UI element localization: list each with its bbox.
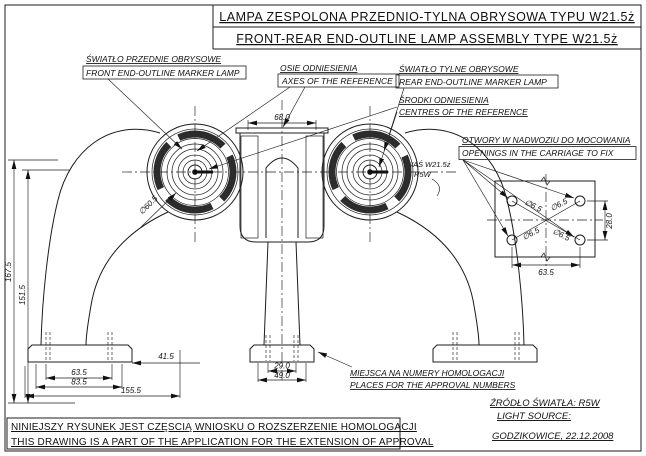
- title-block: [213, 5, 641, 49]
- centre-foot-width-label: 49.0: [274, 371, 290, 380]
- lamp-diameter-label: ∅60.5: [137, 194, 160, 217]
- left-lamp-centre-point: [192, 169, 198, 175]
- right-arm-inner: [397, 212, 479, 345]
- approval-label-pl: MIEJSCA NA NUMERY HOMOLOGACJI: [350, 368, 505, 378]
- centre-post-right: [296, 242, 300, 345]
- right-foot: [433, 345, 537, 362]
- footer-note-pl: NINIEJSZY RYSUNEK JEST CZĘSCIĄ WNIOSKU O ROZSZERZENIE HOMOLOGACJI: [11, 422, 417, 433]
- approval-label-en: PLACES FOR THE APPROVAL NUMBERS: [350, 380, 516, 390]
- title-polish: LAMPA ZESPOLONA PRZEDNIO-TYLNA OBRYSOWA TYPU W21.5ż: [219, 10, 635, 24]
- mounting-detail: [487, 174, 614, 277]
- hole-dia-label-3: ∅6.5: [520, 225, 541, 242]
- centre-post-left: [264, 242, 268, 345]
- right-lamp: [322, 124, 418, 220]
- hole-dia-label-2: ∅6.5: [548, 196, 569, 213]
- openings-label-en: OPENINGS IN THE CARRIAGE TO FIX: [462, 148, 614, 158]
- bulb-code-label: R5W: [414, 170, 431, 179]
- openings-leader-4: [463, 160, 574, 237]
- foot-offset-label: 41.5: [158, 352, 174, 361]
- axes-label-en: AXES OF THE REFERENCE: [282, 76, 393, 86]
- base-span-label: 155.5: [120, 386, 142, 395]
- hole-dia-label-1: ∅6.5: [523, 197, 544, 214]
- footer-note-en: THIS DRAWING IS A PART OF THE APPLICATION FOR THE EXTENSION OF APPROVAL: [11, 437, 434, 448]
- openings-leader-1: [463, 160, 508, 198]
- bulb-leader: [432, 179, 440, 196]
- overall-height-label: 167.5: [4, 261, 13, 283]
- hole-span-h-label: 63.5: [538, 268, 554, 277]
- front-lamp-label-pl: ŚWIATŁO PRZEDNIE OBRYSOWE: [86, 54, 222, 64]
- foot-width-label: 83.5: [71, 377, 87, 387]
- place-date: GODZIKOWICE, 22.12.2008: [492, 431, 614, 442]
- hole-dia-label-4: ∅6.5: [551, 226, 572, 243]
- rear-lamp-label-en: REAR END-OUTLINE MARKER LAMP: [399, 77, 547, 87]
- centres-label-pl: ŚRODKI ODNIESIENIA: [399, 95, 489, 105]
- label-approval: [318, 352, 516, 390]
- title-english: FRONT-REAR END-OUTLINE LAMP ASSEMBLY TYPE W21.5ż: [236, 32, 618, 46]
- axes-label-pl: OSIE ODNIESIENIA: [280, 63, 358, 73]
- light-source-en: LIGHT SOURCE:: [497, 411, 571, 422]
- centres-leader-left: [209, 107, 397, 169]
- openings-leader-2: [463, 160, 574, 198]
- openings-leader-3: [463, 160, 508, 236]
- front-lamp-label-en: FRONT END-OUTLINE MARKER LAMP: [86, 68, 240, 78]
- centres-label-en: CENTRES OF THE REFERENCE: [399, 107, 528, 117]
- left-arm-outer: [41, 129, 160, 345]
- right-lamp-centre-point: [367, 169, 373, 175]
- approval-leader: [318, 352, 352, 367]
- light-source-pl: ŹRÓDŁO ŚWIATŁA: R5W: [490, 398, 600, 409]
- foot-hole-span-label: 63.5: [71, 368, 87, 377]
- footer-source: [489, 397, 614, 442]
- hole-span-v-label: 28.0: [605, 213, 614, 229]
- bulb-type-label: WAŚ W21.5ż: [406, 160, 451, 169]
- inner-height-label: 151.5: [18, 284, 27, 306]
- bracket-width-label: 68.0: [274, 113, 290, 122]
- left-lamp: [147, 124, 243, 220]
- openings-label-pl: OTWORY W NADWOZIU DO MOCOWANIA: [462, 135, 631, 145]
- left-arm-inner: [86, 212, 168, 345]
- front-lamp-leader: [108, 79, 182, 149]
- bracket-rubber-left: [241, 136, 258, 238]
- left-arm: [28, 129, 168, 362]
- bracket-rubber-right: [306, 136, 323, 238]
- rear-lamp-label-pl: ŚWIATŁO TYLNE OBRYSOWE: [399, 64, 519, 74]
- left-foot: [28, 345, 132, 362]
- centre-hole-span-label: 29.0: [274, 361, 290, 371]
- footer-note: [7, 418, 434, 449]
